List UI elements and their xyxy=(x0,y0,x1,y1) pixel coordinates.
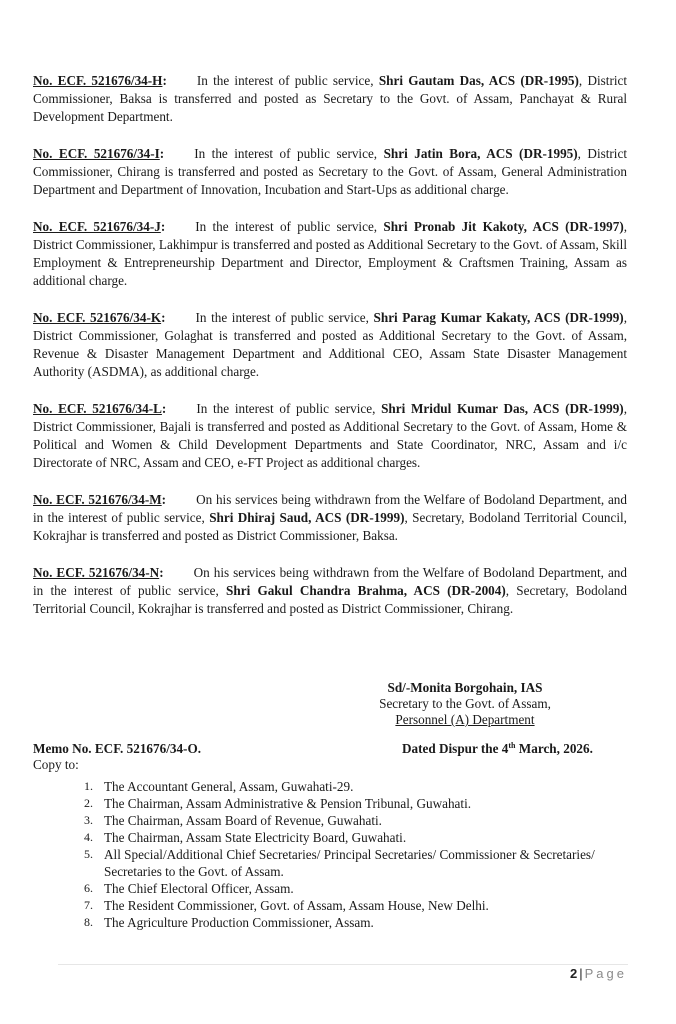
memo-number: Memo No. ECF. 521676/34-O. xyxy=(33,741,202,756)
copy-to-label: Copy to: xyxy=(33,757,79,772)
officer-name: Shri Parag Kumar Kakaty, ACS (DR-1999) xyxy=(373,310,624,325)
order-intro: On his services being withdrawn from the Welfare of Bodoland Department, and in the interest of public service, xyxy=(33,492,627,525)
officer-name: Shri Gakul Chandra Brahma, ACS (DR-2004) xyxy=(226,583,506,598)
order-body: , District Commissioner, Lakhimpur is transferred and posted as Additional Secretary to the Govt. of Assam, Skill Employment & Entrepreneurship Department and Director, Employment & Craftsmen Training, Assam as additional charge. xyxy=(33,219,628,288)
signatory-department: Personnel (A) Department xyxy=(395,712,535,727)
order-paragraph-n: No. ECF. 521676/34-N: On his services being withdrawn from the Welfare of Bodoland Department, and in the interest of public service, Shri Gakul Chandra Brahma, ACS (DR-2004), Secretary, Bodoland Territorial Council, Kokrajhar is transferred and posted as District Commissioner, Chirang. xyxy=(33,565,627,616)
order-intro: In the interest of public service, xyxy=(195,219,384,234)
order-paragraph-h: No. ECF. 521676/34-H: In the interest of public service, Shri Gautam Das, ACS (DR-1995), District Commissioner, Baksa is transferred and posted as Secretary to the Govt. of Assam, Panchayat & Rural Development Department. xyxy=(33,73,628,124)
item-text: The Resident Commissioner, Govt. of Assam, Assam House, New Delhi. xyxy=(104,898,489,913)
copy-list xyxy=(84,778,644,931)
copy-list-item xyxy=(84,795,644,812)
order-ref: No. ECF. 521676/34-J xyxy=(33,219,161,234)
item-text: The Chairman, Assam State Electricity Board, Guwahati. xyxy=(104,830,407,845)
order-body: , Secretary, Bodoland Territorial Council, Kokrajhar is transferred and posted as District Commissioner, Baksa. xyxy=(33,510,627,543)
item-number: 8. xyxy=(84,915,93,929)
item-text: The Chairman, Assam Administrative & Pension Tribunal, Guwahati. xyxy=(104,796,472,811)
order-ref: No. ECF. 521676/34-M xyxy=(33,492,162,507)
order-ref: No. ECF. 521676/34-I xyxy=(33,146,160,161)
signature-block xyxy=(350,680,580,728)
order-body: , District Commissioner, Baksa is transferred and posted as Secretary to the Govt. of Assam, Panchayat & Rural Development Department. xyxy=(33,73,628,124)
footer-divider xyxy=(58,964,628,965)
order-intro: In the interest of public service, xyxy=(194,146,384,161)
order-ref: No. ECF. 521676/34-N xyxy=(33,565,160,580)
order-body: , District Commissioner, Bajali is transferred and posted as Additional Secretary to the Govt. of Assam, Home & Political and Women & Child Development Departments and State Coordinator, NRC, Assam and i/c Directorate of NRC, Assam and CEO, e-FT Project as additional charges. xyxy=(33,401,627,470)
item-text: The Agriculture Production Commissioner, Assam. xyxy=(104,915,374,930)
order-body: , District Commissioner, Golaghat is transferred and posted as Additional Secretary to the Govt. of Assam, Revenue & Disaster Management Department and Additional CEO, Assam State Disaster Management Authority (ASDMA), as additional charge. xyxy=(33,310,627,379)
officer-name: Shri Jatin Bora, ACS (DR-1995) xyxy=(383,146,578,161)
order-intro: On his services being withdrawn from the Welfare of Bodoland Department, and in the interest of public service, xyxy=(33,565,627,598)
page-number-value: 2 xyxy=(570,966,578,981)
order-paragraph-k: No. ECF. 521676/34-K: In the interest of public service, Shri Parag Kumar Kakaty, ACS (DR-1999), District Commissioner, Golaghat is transferred and posted as Additional Secretary to the Govt. of Assam, Revenue & Disaster Management Department and Additional CEO, Assam State Disaster Management Authority (ASDMA), as additional charge. xyxy=(33,310,627,379)
item-number: 6. xyxy=(84,881,93,895)
order-ref: No. ECF. 521676/34-L xyxy=(33,401,162,416)
item-number: 2. xyxy=(84,796,93,810)
page-word: Page xyxy=(584,966,627,981)
page-number xyxy=(570,966,627,981)
officer-name: Shri Gautam Das, ACS (DR-1995) xyxy=(378,73,579,88)
item-text: The Chairman, Assam Board of Revenue, Guwahati. xyxy=(104,813,382,828)
item-number: 5. xyxy=(84,847,93,861)
copy-list-item xyxy=(84,897,644,914)
memo-date xyxy=(402,741,593,757)
item-text: All Special/Additional Chief Secretaries/ Principal Secretaries/ Commissioner & Secretaries/ Secretaries to the Govt. of Assam. xyxy=(104,847,595,879)
item-number: 1. xyxy=(84,779,93,793)
order-intro: In the interest of public service, xyxy=(195,310,374,325)
item-number: 3. xyxy=(84,813,93,827)
signatory-name: Sd/-Monita Borgohain, IAS xyxy=(387,680,543,695)
copy-list-item xyxy=(84,778,644,795)
order-ref: No. ECF. 521676/34-H xyxy=(33,73,163,88)
item-number: 4. xyxy=(84,830,93,844)
order-paragraph-j: No. ECF. 521676/34-J: In the interest of public service, Shri Pronab Jit Kakoty, ACS (DR-1997), District Commissioner, Lakhimpur is transferred and posted as Additional Secretary to the Govt. of Assam, Skill Employment & Entrepreneurship Department and Director, Employment & Craftsmen Training, Assam as additional charge. xyxy=(33,219,628,288)
order-body: , Secretary, Bodoland Territorial Council, Kokrajhar is transferred and posted as District Commissioner, Chirang. xyxy=(33,583,627,616)
date-prefix: Dated Dispur the 4 xyxy=(402,741,509,756)
officer-name: Shri Dhiraj Saud, ACS (DR-1999) xyxy=(209,510,405,525)
item-text: The Chief Electoral Officer, Assam. xyxy=(104,881,294,896)
item-number: 7. xyxy=(84,898,93,912)
order-paragraph-l: No. ECF. 521676/34-L: In the interest of public service, Shri Mridul Kumar Das, ACS (DR-1999), District Commissioner, Bajali is transferred and posted as Additional Secretary to the Govt. of Assam, Home & Political and Women & Child Development Departments and State Coordinator, NRC, Assam and i/c Directorate of NRC, Assam and CEO, e-FT Project as additional charges. xyxy=(33,401,627,470)
copy-list-item xyxy=(84,846,644,880)
signatory-title: Secretary to the Govt. of Assam, xyxy=(379,696,551,711)
order-intro: In the interest of public service, xyxy=(196,401,382,416)
date-suffix: March, 2026. xyxy=(515,741,593,756)
order-paragraph-m: No. ECF. 521676/34-M: On his services being withdrawn from the Welfare of Bodoland Department, and in the interest of public service, Shri Dhiraj Saud, ACS (DR-1999), Secretary, Bodoland Territorial Council, Kokrajhar is transferred and posted as District Commissioner, Baksa. xyxy=(33,492,627,543)
item-text: The Accountant General, Assam, Guwahati-29. xyxy=(104,779,354,794)
order-body: , District Commissioner, Chirang is transferred and posted as Secretary to the Govt. of Assam, General Administration Department and Department of Innovation, Incubation and Start-Ups as additional charge. xyxy=(33,146,627,197)
order-paragraph-i: No. ECF. 521676/34-I: In the interest of public service, Shri Jatin Bora, ACS (DR-1995), District Commissioner, Chirang is transferred and posted as Secretary to the Govt. of Assam, General Administration Department and Department of Innovation, Incubation and Start-Ups as additional charge. xyxy=(33,146,627,197)
copy-list-item xyxy=(84,880,644,897)
order-intro: In the interest of public service, xyxy=(196,73,379,88)
copy-list-item xyxy=(84,829,644,846)
order-ref: No. ECF. 521676/34-K xyxy=(33,310,162,325)
copy-list-item xyxy=(84,812,644,829)
date-ordinal: th xyxy=(508,741,516,750)
officer-name: Shri Mridul Kumar Das, ACS (DR-1999) xyxy=(381,401,624,416)
copy-list-item xyxy=(84,914,644,931)
officer-name: Shri Pronab Jit Kakoty, ACS (DR-1997) xyxy=(383,219,624,234)
page-separator: | xyxy=(579,966,583,981)
